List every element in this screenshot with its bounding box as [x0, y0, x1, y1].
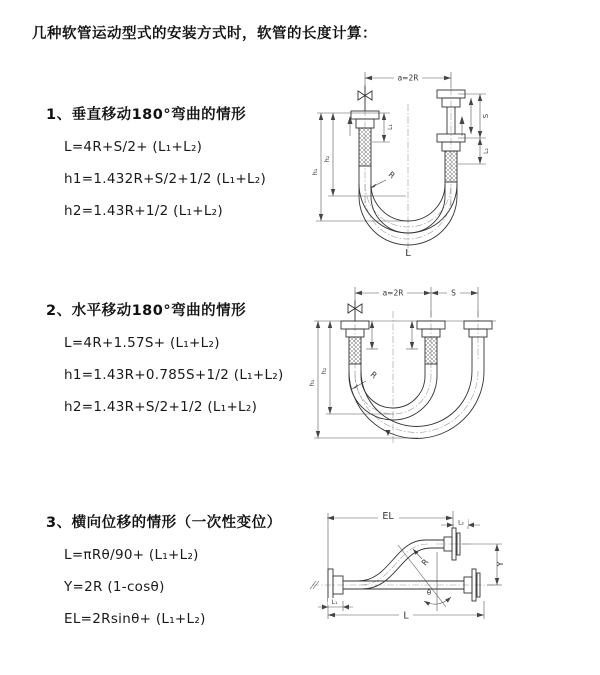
dim-label-l1: L₁	[331, 599, 338, 606]
arrowheads	[322, 516, 499, 617]
dim-label-l2: L₂	[458, 519, 464, 527]
formula-line: L=πRθ/90+ (L₁+L₂)	[64, 547, 199, 563]
dim-label-a2r: a=2R	[382, 288, 404, 298]
dim-label-s: S	[451, 288, 456, 298]
dimension-lines	[316, 72, 486, 221]
dim-label-h1: h₁	[308, 379, 316, 387]
dim-label-r: R	[419, 557, 431, 568]
section-2	[46, 299, 284, 423]
valve-icon	[348, 301, 362, 321]
diagram-vertical-180-bend	[306, 64, 593, 259]
dim-label-s: S	[482, 113, 490, 119]
formula-line: h1=1.43R+0.785S+1/2 (L₁+L₂)	[64, 367, 284, 383]
formula-line: Y=2R (1-cosθ)	[64, 579, 165, 595]
dim-label-h2: h₂	[320, 367, 328, 375]
formula-line: h2=1.43R+1/2 (L₁+L₂)	[64, 203, 223, 219]
hose-assembly	[341, 321, 492, 439]
section-2-formulas	[64, 327, 284, 423]
dim-label-l: L	[403, 610, 409, 622]
diagram-horizontal-180-bend	[306, 281, 593, 451]
section-1-formulas	[64, 131, 266, 227]
arrowheads	[316, 288, 478, 438]
hose-assembly	[328, 528, 480, 601]
dimension-lines	[314, 287, 496, 438]
formula-line: L=4R+1.57S+ (L₁+L₂)	[64, 335, 220, 351]
section-1	[46, 103, 266, 227]
formula-line: h1=1.432R+S/2+1/2 (L₁+L₂)	[64, 171, 267, 187]
formula-line: EL=2Rsinθ+ (L₁+L₂)	[64, 611, 206, 627]
section-3-heading: 3、横向位移的情形（一次性变位）	[46, 515, 282, 531]
dim-label-el: EL	[382, 511, 394, 522]
dim-label-theta: θ	[426, 589, 432, 597]
dim-label-y: Y	[496, 561, 505, 567]
formula-line: h2=1.43R+S/2+1/2 (L₁+L₂)	[64, 399, 258, 415]
section-2-heading: 2、水平移动180°弯曲的情形	[46, 303, 247, 319]
dim-label-a2r: a=2R	[397, 73, 419, 83]
dim-label-l: L	[405, 248, 411, 259]
dim-label-r: R	[386, 169, 397, 181]
valve-icon	[358, 86, 372, 111]
dim-label-h1: h₁	[311, 168, 319, 176]
dim-label-l1: L₁	[387, 124, 394, 130]
centerlines	[365, 84, 451, 252]
dim-label-r: R	[368, 369, 379, 381]
diagram-lateral-displacement	[298, 497, 600, 647]
centerlines	[312, 544, 494, 585]
section-3	[46, 511, 282, 635]
section-3-formulas	[64, 539, 282, 635]
dim-label-h2: h₂	[323, 155, 331, 163]
dim-label-l2: L₂	[483, 148, 490, 154]
formula-line: L=4R+S/2+ (L₁+L₂)	[64, 139, 203, 155]
section-1-heading: 1、垂直移动180°弯曲的情形	[46, 107, 247, 123]
page-title: 几种软管运动型式的安装方式时，软管的长度计算：	[32, 26, 377, 42]
